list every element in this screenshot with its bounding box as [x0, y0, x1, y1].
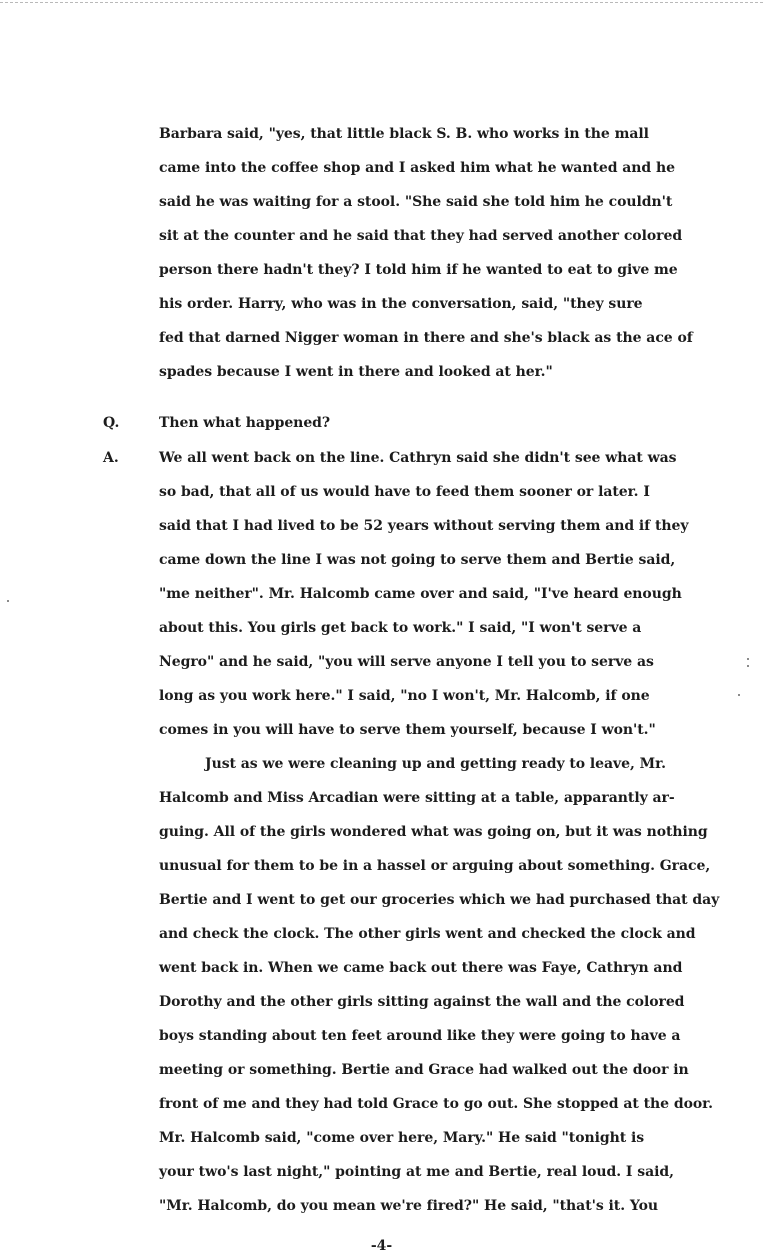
scan-speck [747, 658, 749, 660]
page-number: -4- [370, 1238, 393, 1254]
question-text: Then what happened? [159, 415, 331, 431]
paragraph-1-line-1: Barbara said, "yes, that little black S. B. who works in the mall [159, 126, 649, 142]
paragraph-2-line-1: Just as we were cleaning up and getting ready to leave, Mr. [205, 756, 666, 772]
scan-speck [7, 600, 9, 602]
paragraph-1-line-6: his order. Harry, who was in the conversation, said, "they sure [159, 296, 643, 312]
answer-line-4: came down the line I was not going to serve them and Bertie said, [159, 552, 676, 568]
answer-line-7: Negro" and he said, "you will serve anyone I tell you to serve as [159, 654, 654, 670]
paragraph-2-line-9: boys standing about ten feet around like they were going to have a [159, 1028, 681, 1044]
answer-line-2: so bad, that all of us would have to feed them sooner or later. I [159, 484, 650, 500]
answer-line-9: comes in you will have to serve them yourself, because I won't." [159, 722, 656, 738]
paragraph-2-line-5: Bertie and I went to get our groceries which we had purchased that day [159, 892, 720, 908]
paragraph-1-line-4: sit at the counter and he said that they had served another colored [159, 228, 683, 244]
paragraph-1-line-8: spades because I went in there and looked at her." [159, 364, 553, 380]
question-label: Q. [103, 415, 120, 431]
scan-speck [738, 694, 740, 696]
paragraph-2-line-3: guing. All of the girls wondered what was going on, but it was nothing [159, 824, 708, 840]
answer-line-6: about this. You girls get back to work." I said, "I won't serve a [159, 620, 642, 636]
paragraph-2-line-14: "Mr. Halcomb, do you mean we're fired?" He said, "that's it. You [159, 1198, 658, 1214]
paragraph-1-line-5: person there hadn't they? I told him if he wanted to eat to give me [159, 262, 678, 278]
paragraph-2-line-6: and check the clock. The other girls went and checked the clock and [159, 926, 696, 942]
answer-label: A. [103, 450, 119, 466]
paragraph-2-line-11: front of me and they had told Grace to go out. She stopped at the door. [159, 1096, 714, 1112]
answer-line-5: "me neither". Mr. Halcomb came over and said, "I've heard enough [159, 586, 682, 602]
paragraph-1-line-7: fed that darned Nigger woman in there and she's black as the ace of [159, 330, 693, 346]
paragraph-2-line-4: unusual for them to be in a hassel or arguing about something. Grace, [159, 858, 711, 874]
paragraph-2-line-13: your two's last night," pointing at me and Bertie, real loud. I said, [159, 1164, 674, 1180]
paragraph-1-line-2: came into the coffee shop and I asked him what he wanted and he [159, 160, 675, 176]
paragraph-2-line-10: meeting or something. Bertie and Grace had walked out the door in [159, 1062, 689, 1078]
paragraph-2-line-7: went back in. When we came back out there was Faye, Cathryn and [159, 960, 683, 976]
scan-speck [747, 665, 749, 667]
paragraph-2-line-12: Mr. Halcomb said, "come over here, Mary." He said "tonight is [159, 1130, 645, 1146]
paragraph-1-line-3: said he was waiting for a stool. "She said she told him he couldn't [159, 194, 673, 210]
answer-line-8: long as you work here." I said, "no I won't, Mr. Halcomb, if one [159, 688, 650, 704]
answer-line-1: We all went back on the line. Cathryn said she didn't see what was [159, 450, 677, 466]
answer-line-3: said that I had lived to be 52 years without serving them and if they [159, 518, 689, 534]
paragraph-2-line-2: Halcomb and Miss Arcadian were sitting at a table, apparantly ar- [159, 790, 675, 806]
paragraph-2-line-8: Dorothy and the other girls sitting against the wall and the colored [159, 994, 685, 1010]
